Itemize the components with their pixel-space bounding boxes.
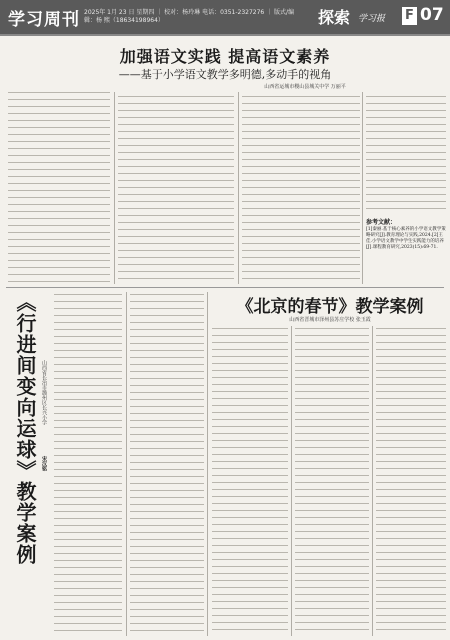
masthead-rule bbox=[0, 34, 450, 36]
article2-title: 《行进间变向运球》教学案例 bbox=[13, 292, 37, 565]
article1-subtitle: ——基于小学语文教学多明德,多动手的视角 bbox=[118, 68, 332, 81]
column-divider bbox=[362, 92, 363, 284]
article3-column-1 bbox=[212, 328, 288, 634]
article1-column-3 bbox=[242, 96, 360, 284]
article1-title: 加强语文实践 提高语文素养 bbox=[119, 47, 331, 66]
article2-author-name: 宋汉铭 bbox=[41, 456, 47, 471]
article1-column-4 bbox=[366, 96, 446, 212]
references-title: 参考文献： bbox=[366, 219, 397, 226]
page-number: 07 bbox=[420, 5, 444, 25]
article2-author-org: 山西省长治市潞州区长兴小学 bbox=[41, 360, 47, 425]
section-name: 探索 bbox=[318, 8, 351, 27]
column-divider bbox=[207, 292, 208, 636]
column-divider bbox=[372, 326, 373, 636]
section-divider bbox=[6, 287, 444, 288]
article3-column-2 bbox=[295, 328, 369, 634]
column-divider bbox=[126, 292, 127, 636]
newspaper-title: 学习周刊 bbox=[8, 10, 80, 30]
article3-column-3 bbox=[376, 328, 446, 634]
date-line: 2025年 1月 23 日 星期四 ｜ 校对：杨玲琳 电话：0351-2327276 ｜ 版式/编辑：杨 熙（18634198964） bbox=[84, 9, 295, 24]
article1-byline: 山西省运城市稷山县城关中学 万丽平 bbox=[264, 84, 346, 90]
page-letter-badge: F bbox=[402, 7, 417, 25]
article3-byline: 山西省晋城市泽州县苏庄学校 张玉霞 bbox=[289, 317, 371, 323]
article2-column-1 bbox=[54, 294, 122, 634]
article1-column-1 bbox=[8, 92, 110, 284]
article2-column-2 bbox=[130, 294, 204, 634]
references-text: [1]秦丽.基于核心素养的小学语文教学策略研究[J].教育理论与实践,2024.[2]王佳.小学语文教学中学生实践能力的培养[J].课程教育研究,2023(15):69-71. bbox=[366, 227, 446, 250]
article3-title: 《北京的春节》教学案例 bbox=[236, 297, 424, 317]
masthead bbox=[0, 0, 450, 34]
paper-logo: 学习报 bbox=[358, 14, 386, 24]
column-divider bbox=[114, 92, 115, 284]
column-divider bbox=[291, 326, 292, 636]
column-divider bbox=[238, 92, 239, 284]
article1-column-2 bbox=[118, 96, 234, 284]
